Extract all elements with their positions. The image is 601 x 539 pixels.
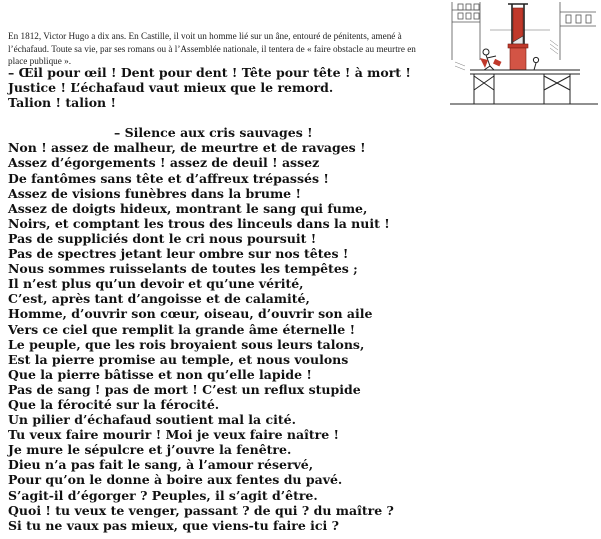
poem-line: Pas de suppliciés dont le cri nous poursuit !	[8, 230, 317, 246]
poem-line: Que la pierre bâtisse et non qu’elle lapide !	[8, 366, 312, 382]
poem-line: Le peuple, que les rois broyaient sous leurs talons,	[8, 336, 365, 352]
poem-line: Si tu ne vaux pas mieux, que viens-tu faire ici ?	[8, 517, 339, 533]
poem-line: Assez de doigts hideux, montrant le sang qui fume,	[8, 200, 368, 216]
poem-line: Que la férocité sur la férocité.	[8, 396, 220, 412]
poem-response-opening: – Silence aux cris sauvages !	[114, 125, 313, 141]
poem-line: Quoi ! tu veux te venger, passant ? de qui ? du maître ?	[8, 502, 394, 518]
poem-line: Dieu n’a pas fait le sang, à l’amour réservé,	[8, 457, 314, 473]
poem-line: Talion ! talion !	[8, 95, 116, 111]
poem-line: Assez d’égorgements ! assez de deuil ! assez	[8, 155, 320, 171]
poem-line: – Œil pour œil ! Dent pour dent ! Tête pour tête ! à mort !	[8, 65, 411, 80]
poem-line: Un pilier d’échafaud soutient mal la cité.	[8, 412, 296, 428]
poem-line: S’agit-il d’égorger ? Peuples, il s’agit d’être.	[8, 487, 318, 503]
stanza-gap	[8, 110, 448, 125]
poem-line: Je mure le sépulcre et j’ouvre la fenêtre.	[8, 442, 292, 458]
poem-line: Non ! assez de malheur, de meurtre et de ravages !	[8, 140, 366, 156]
poem-line: Il n’est plus qu’un devoir et qu’une vérité,	[8, 276, 304, 292]
poem-line: Noirs, et comptant les trous des linceuls dans la nuit !	[8, 215, 390, 231]
poem-line: Assez de visions funèbres dans la brume !	[8, 185, 301, 201]
poem-line: Pour qu’on le donne à boire aux fentes du pavé.	[8, 472, 343, 488]
poem-line: Vers ce ciel que remplit la grande âme éternelle !	[8, 321, 356, 337]
poem-line: Pas de sang ! pas de mort ! C’est un reflux stupide	[8, 381, 361, 397]
poem-line: Justice ! L’échafaud vaut mieux que le remord.	[8, 80, 334, 96]
poem-line: Est la pierre promise au temple, et nous voulons	[8, 351, 349, 367]
poem-line: Homme, d’ouvrir son cœur, oiseau, d’ouvrir son aile	[8, 306, 373, 322]
poem	[8, 65, 448, 533]
poem-line: Pas de spectres jetant leur ombre sur nos têtes !	[8, 246, 349, 262]
poem-line: Nous sommes ruisselants de toutes les tempêtes ;	[8, 261, 358, 277]
intro-paragraph: En 1812, Victor Hugo a dix ans. En Castille, il voit un homme lié sur un âne, entouré de pénitents, amené à l’échafaud. Toute sa vie, par ses romans ou à l’Assemblée nationale, il tentera de « faire obstacle au meurtre en place publique ».	[8, 31, 416, 66]
poem-line: Tu veux faire mourir ! Moi je veux faire naître !	[8, 427, 339, 443]
poem-line: C’est, après tant d’angoisse et de calamité,	[8, 291, 310, 307]
guillotine-scaffold-illustration	[450, 0, 598, 108]
poem-line: De fantômes sans tête et d’affreux trépassés !	[8, 170, 329, 186]
